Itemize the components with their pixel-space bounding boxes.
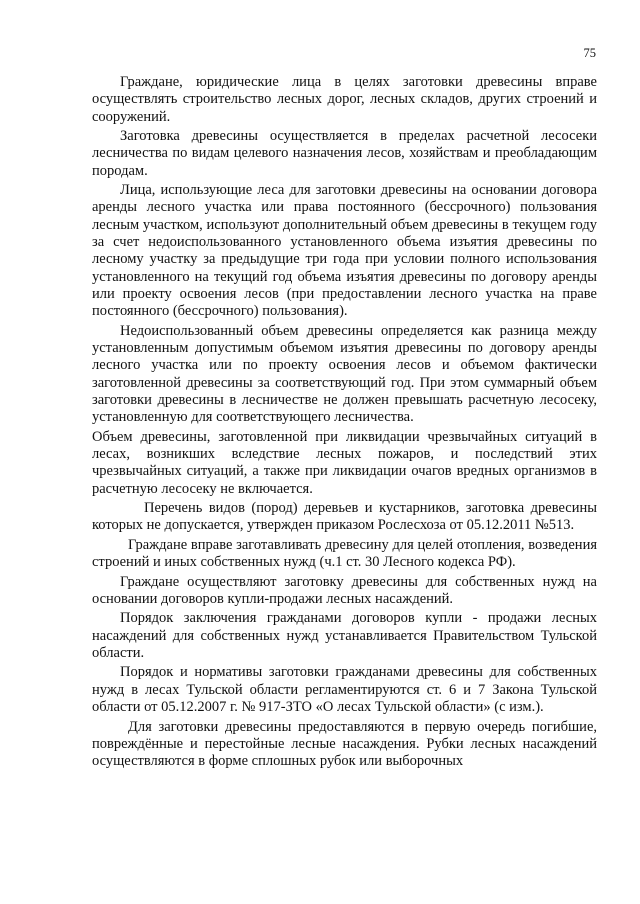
paragraph-6: Перечень видов (пород) деревьев и кустарников, заготовка древесины которых не допускается, утвержден приказом Рослесхоза от 05.12.2011 №513. xyxy=(92,500,597,534)
paragraph-9: Порядок заключения гражданами договоров купли - продажи лесных насаждений для собственных нужд устанавливается Правительством Тульской области. xyxy=(92,610,597,661)
paragraph-1: Граждане, юридические лица в целях заготовки древесины вправе осуществлять строительство лесных дорог, лесных складов, других строений и сооружений. xyxy=(92,74,597,125)
paragraph-7: Граждане вправе заготавливать древесину для целей отопления, возведения строений и иных собственных нужд (ч.1 ст. 30 Лесного кодекса РФ). xyxy=(92,536,597,571)
paragraph-2: Заготовка древесины осуществляется в пределах расчетной лесосеки лесничества по видам целевого назначения лесов, хозяйствам и преобладающим породам. xyxy=(92,128,597,179)
paragraph-5: Объем древесины, заготовленной при ликвидации чрезвычайных ситуаций в лесах, возникших вследствие лесных пожаров, и последствий этих чрезвычайных ситуаций, а также при ликвидации очагов вредных организмов в расчетную лесосеку не включается. xyxy=(92,428,597,497)
paragraph-8: Граждане осуществляют заготовку древесины для собственных нужд на основании договоров купли-продажи лесных насаждений. xyxy=(92,573,597,607)
page-number: 75 xyxy=(583,46,596,60)
document-body xyxy=(92,74,597,773)
paragraph-3: Лица, использующие леса для заготовки древесины на основании договора аренды лесного участка или права постоянного (бессрочного) пользования лесным участком, используют дополнительный объем древесины в текущем году за счет недоиспользованного установленного объема изъятия древесины по лесному участку за предыдущие три года при условии полного использования установленного на текущий год объема изъятия древесины по договору аренды или проекту освоения лесов (при предоставлении лесного участка на праве постоянного (бессрочного) пользования). xyxy=(92,182,597,320)
paragraph-4: Недоиспользованный объем древесины определяется как разница между установленным допустимым объемом изъятия древесины по договору аренды лесного участка или по проекту освоения лесов и объемом фактически заготовленной древесины за соответствующий год. При этом суммарный объем заготовки древесины в лесничестве не должен превышать расчетную лесосеку, установленную для соответствующего лесничества. xyxy=(92,322,597,426)
paragraph-11: Для заготовки древесины предоставляются в первую очередь погибшие, повреждённые и перестойные лесные насаждения. Рубки лесных насаждений осуществляются в форме сплошных рубок или выборочных xyxy=(92,718,597,770)
paragraph-10: Порядок и нормативы заготовки гражданами древесины для собственных нужд в лесах Тульской области регламентируются ст. 6 и 7 Закона Тульской области от 05.12.2007 г. № 917-ЗТО «О лесах Тульской области» (с изм.). xyxy=(92,664,597,716)
